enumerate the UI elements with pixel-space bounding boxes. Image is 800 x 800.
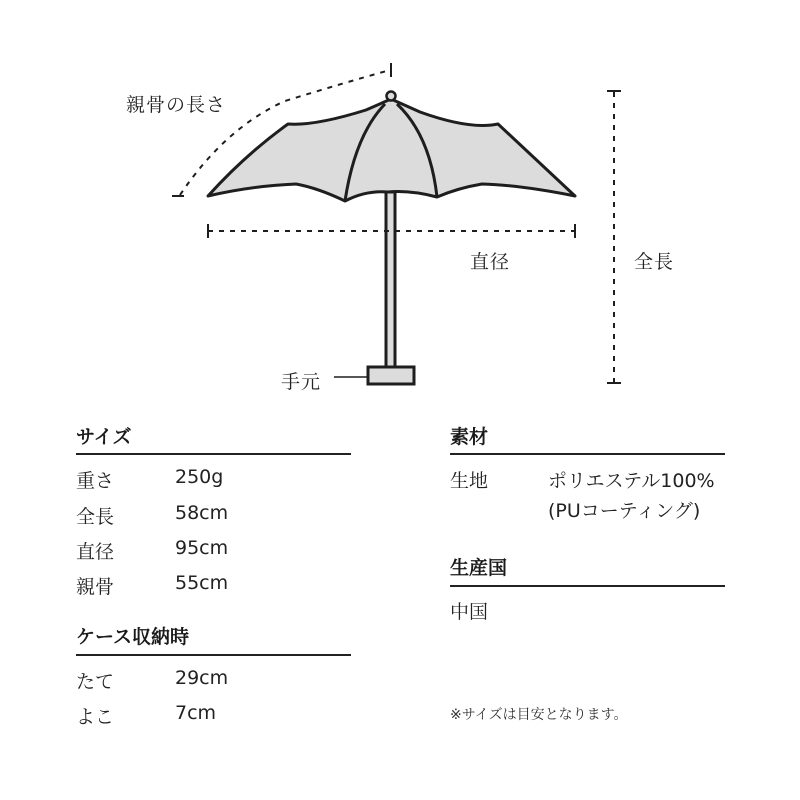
umbrella-shaft: [386, 192, 395, 368]
size-divider: [76, 453, 351, 455]
case-width-value: 7cm: [175, 702, 217, 724]
material-divider: [450, 453, 725, 455]
origin-value: 中国: [450, 601, 489, 623]
spec-rib-label: 親骨: [76, 576, 115, 598]
material-fabric-label: 生地: [450, 470, 489, 492]
case-section-title: ケース収納時: [76, 626, 190, 648]
umbrella-handle: [368, 367, 414, 384]
case-divider: [76, 654, 351, 656]
spec-weight-value: 250g: [175, 466, 224, 488]
umbrella-canopy: [208, 99, 575, 201]
spec-diameter-value: 95cm: [175, 537, 229, 559]
origin-section-title: 生産国: [450, 557, 508, 579]
spec-weight-label: 重さ: [76, 470, 115, 492]
diameter-label: 直径: [470, 251, 511, 273]
origin-divider: [450, 585, 725, 587]
material-fabric-value: ポリエステル100%: [548, 470, 715, 492]
case-height-label: たて: [76, 671, 115, 693]
spec-total-length-value: 58cm: [175, 502, 229, 524]
spec-rib-value: 55cm: [175, 572, 229, 594]
spec-diameter-label: 直径: [76, 541, 115, 563]
case-width-label: よこ: [76, 706, 115, 728]
rib-length-label: 親骨の長さ: [126, 94, 227, 116]
total-length-label: 全長: [634, 251, 675, 273]
size-section-title: サイズ: [76, 426, 132, 448]
material-section-title: 素材: [450, 426, 489, 448]
case-height-value: 29cm: [175, 667, 229, 689]
handle-label: 手元: [281, 371, 322, 393]
spec-total-length-label: 全長: [76, 506, 115, 528]
umbrella-tip: [387, 92, 396, 101]
size-note: ※サイズは目安となります。: [450, 707, 628, 723]
material-coating-value: (PUコーティング): [548, 500, 701, 522]
